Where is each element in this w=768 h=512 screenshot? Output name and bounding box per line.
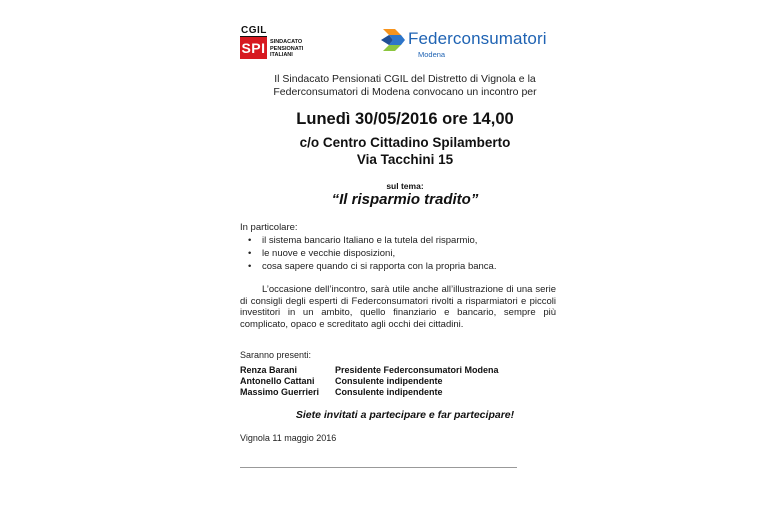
intro-text: [240, 73, 570, 99]
speaker-name: Antonello Cattani: [240, 376, 315, 387]
speaker-row: [240, 387, 499, 398]
invitation-line: Siete invitati a partecipare e far partecipare!: [295, 409, 515, 421]
event-place: [240, 134, 570, 168]
event-date: Lunedì 30/05/2016 ore 14,00: [296, 110, 514, 128]
list-item: • cosa sapere quando ci si rapporta con la propria banca.: [248, 260, 496, 273]
spi-subtitle-line: ITALIANI: [270, 52, 293, 58]
body-paragraph: L’occasione dell’incontro, sarà utile anche all’illustrazione di una serie di consigli degli esperti di Federconsumatori rivolti a risparmiatori e piccoli investitori in un ambito, quello finanziario e bancario, sempre più complicato, opaco e screditato agli occhi dei cittadini.: [240, 284, 556, 330]
place-line: c/o Centro Cittadino Spilamberto: [299, 135, 511, 150]
spi-logo-box: SPI: [240, 37, 267, 59]
topic-list: [248, 234, 496, 273]
tema-label: sul tema:: [386, 181, 424, 191]
federconsumatori-sub: Modena: [418, 50, 446, 59]
speakers-list: [240, 365, 499, 399]
speaker-role: Consulente indipendente: [335, 376, 443, 387]
list-item: • il sistema bancario Italiano e la tutela del risparmio,: [248, 234, 496, 247]
cgil-logo-text: CGIL: [241, 25, 267, 36]
federconsumatori-arrow-icon: [381, 27, 406, 53]
speaker-name: Massimo Guerrieri: [240, 387, 320, 398]
speaker-name: Renza Barani: [240, 365, 298, 375]
federconsumatori-name: Federconsumatori: [408, 29, 547, 48]
bottom-divider: [240, 467, 517, 468]
spi-subtitle-line: PENSIONATI: [270, 45, 304, 52]
intro-line: Federconsumatori di Modena convocano un incontro per: [273, 86, 537, 98]
dateline: Vignola 11 maggio 2016: [240, 433, 337, 443]
in-particolare-label: In particolare:: [240, 222, 298, 233]
spi-logo-subtitle: [270, 39, 303, 59]
presenti-label: Saranno presenti:: [240, 350, 312, 360]
flyer-page: [200, 0, 760, 512]
speaker-role: Consulente indipendente: [335, 387, 443, 398]
place-line: Via Tacchini 15: [356, 152, 454, 167]
tema-title: “Il risparmio tradito”: [331, 191, 479, 208]
speaker-row: [240, 365, 499, 376]
list-item: • le nuove e vecchie disposizioni,: [248, 247, 496, 260]
speaker-role: Presidente Federconsumatori Modena: [335, 365, 499, 375]
spi-subtitle-line: SINDACATO: [270, 39, 303, 45]
intro-line: Il Sindacato Pensionati CGIL del Distretto di Vignola e la: [274, 73, 536, 85]
speaker-row: [240, 376, 499, 387]
